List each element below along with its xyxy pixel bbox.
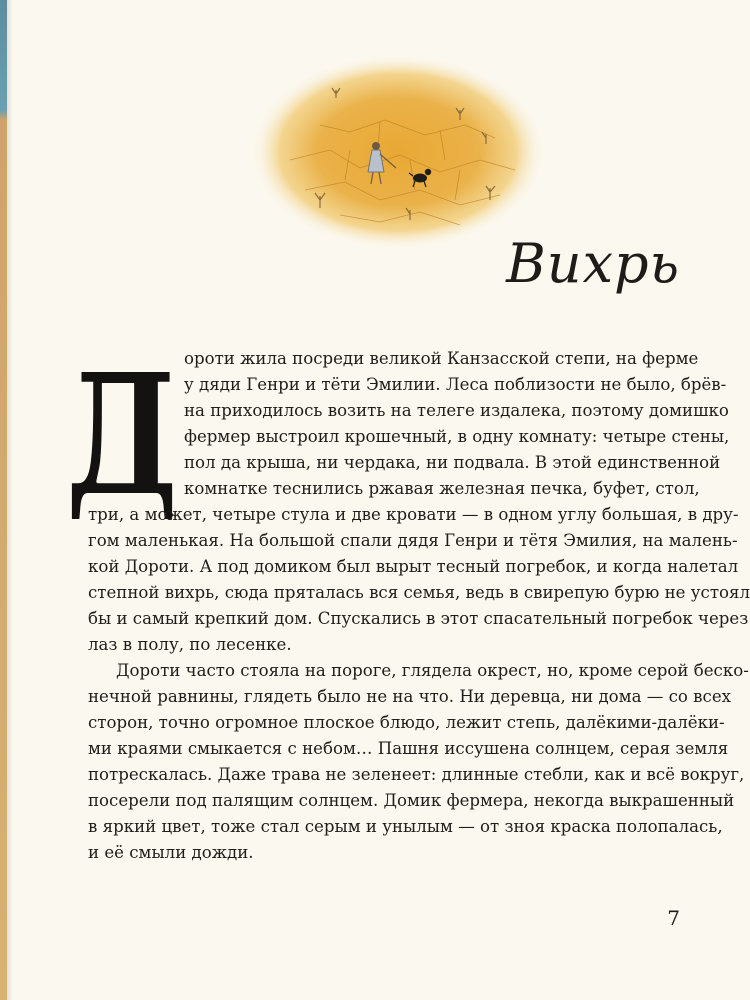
page-gutter-shadow [7,0,13,1000]
text-line: на приходилось возить на телеге издалека, поэтому домишко [184,401,729,420]
text-line: кой Дороти. А под домиком был вырыт тесный погребок, и когда налетал [88,557,739,576]
text-line: бы и самый крепкий дом. Спускались в этот спасательный погребок через [88,609,749,628]
text-line: в яркий цвет, тоже стал серым и унылым — от зноя краска полопалась, [88,817,723,836]
text-line: пол да крыша, ни чердака, ни подвала. В этой единственной [184,453,721,472]
text-line: нечной равнины, глядеть было не на что. Ни деревца, ни дома — со всех [88,687,731,706]
text-line: фермер выстроил крошечный, в одну комнату: четыре стены, [184,427,730,446]
page-edge-strip [0,0,7,1000]
text-line: ми краями смыкается с небом… Пашня иссушена солнцем, серая земля [88,739,729,758]
text-line: комнатке теснились ржавая железная печка, буфет, стол, [184,479,700,498]
illustration-glow [250,54,546,250]
text-line: посерели под палящим солнцем. Домик фермера, некогда выкрашенный [88,791,735,810]
text-line: и её смыли дожди. [88,843,254,862]
text-line: степной вихрь, сюда пряталась вся семья, ведь в свирепую бурю не устоял [88,583,750,602]
text-line: гом маленькая. На большой спали дядя Генри и тётя Эмилия, на малень- [88,531,738,550]
chapter-title: Вихрь [506,232,680,295]
drop-cap-letter: Д [66,338,178,533]
text-line: сторон, точно огромное плоское блюдо, лежит степь, далёкими-далёки- [88,713,725,732]
text-line: лаз в полу, по лесенке. [88,635,292,654]
text-line: потрескалась. Даже трава не зеленеет: длинные стебли, как и всё вокруг, [88,765,745,784]
page-number: 7 [667,906,680,930]
text-line: Дороти часто стояла на пороге, глядела окрест, но, кроме серой беско- [116,661,749,680]
chapter-illustration [250,50,550,250]
paragraph-2 [88,658,749,866]
paragraph-1 [88,346,750,658]
text-line: три, а может, четыре стула и две кровати — в одном углу большая, в дру- [88,505,739,524]
text-line: ороти жила посреди великой Канзасской степи, на ферме [184,349,699,368]
text-line: у дяди Генри и тёти Эмилии. Леса поблизости не было, брёв- [184,375,727,394]
